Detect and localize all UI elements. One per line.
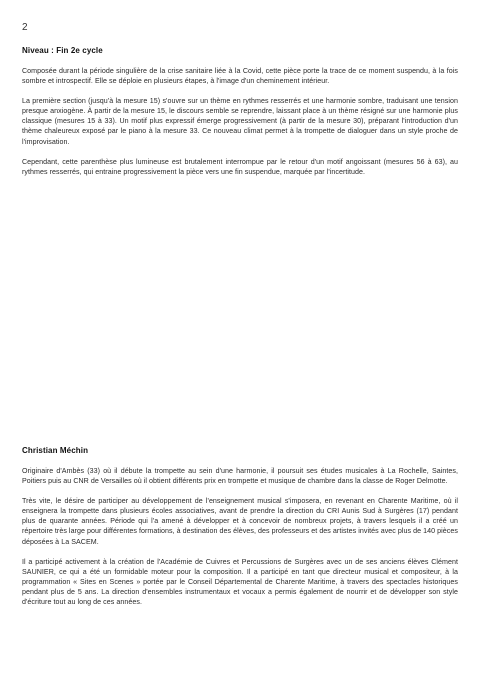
- level-paragraph-2: La première section (jusqu'à la mesure 15) s'ouvre sur un thème en rythmes resserrés et une harmonie sombre, traduisant une tension presque anxiogène. À partir de la mesure 15, le discours semble se reprendre, laissant place à un thème résigné sur une harmonie plus classique (mesures 15 à 33). Un motif plus expressif émerge progressivement (à partir de la mesure 30), préparant l'introduction d'un thème chaleureux exposé par le piano à la mesure 33. Ce nouveau climat permet à la trompette de dialoguer dans un style proche de l'improvisation.: [22, 97, 458, 146]
- author-paragraph-2: Très vite, le désire de participer au développement de l'enseignement musical s'imposera, en revenant en Charente Maritime, où il enseignera la trompette dans plusieurs écoles associatives, avant de prendre la direction du CRI Aunis Sud à Surgères (17) pendant plus de quarante années. Période qui l'a amené à développer et à concevoir de nombreux projets, à travers lesquels il a créé un répertoire très large pour différentes formations, à destination des élèves, des professeurs et des artistes invités avec plus de 140 pièces déposées à La SACEM.: [22, 497, 458, 546]
- page-number: 2: [22, 22, 28, 33]
- level-heading: Niveau : Fin 2e cycle: [22, 46, 103, 55]
- level-section: [22, 46, 458, 187]
- author-heading: Christian Méchin: [22, 446, 89, 455]
- author-paragraph-1: Originaire d'Ambès (33) où il débute la trompette au sein d'une harmonie, il poursuit ses études musicales à La Rochelle, Saintes, Poitiers puis au CNR de Versailles où il obtient différents prix en trompette et musique de chambre dans la classe de Roger Delmotte.: [22, 467, 458, 486]
- author-paragraph-3: Il a participé activement à la création de l'Académie de Cuivres et Percussions de Surgères avec un de ses anciens élèves Clément SAUNIER, ce qui a été un formidable moteur pour la composition. Il a participé en tant que directeur musical et compositeur, à la programmation « Sites en Scenes » portée par le Conseil Départemental de Charente Maritime, à travers des spectacles historiques pendant plus de 5 ans. La direction d'ensembles instrumentaux et vocaux a permis également de nourrir et de développer son style d'écriture tout au long de ces années.: [22, 557, 458, 607]
- level-paragraph-3: Cependant, cette parenthèse plus lumineuse est brutalement interrompue par le retour d'un motif angoissant (mesures 56 à 63), au rythmes resserrés, qui entraine progressivement la pièce vers une fin suspendue, marquée par l'incertitude.: [22, 157, 458, 176]
- author-section: [22, 446, 458, 617]
- level-paragraph-1: Composée durant la période singulière de la crise sanitaire liée à la Covid, cette pièce porte la trace de ce moment suspendu, à la fois sombre et introspectif. Elle se déploie en plusieurs étapes, à l'image d'un cheminement intérieur.: [22, 67, 458, 86]
